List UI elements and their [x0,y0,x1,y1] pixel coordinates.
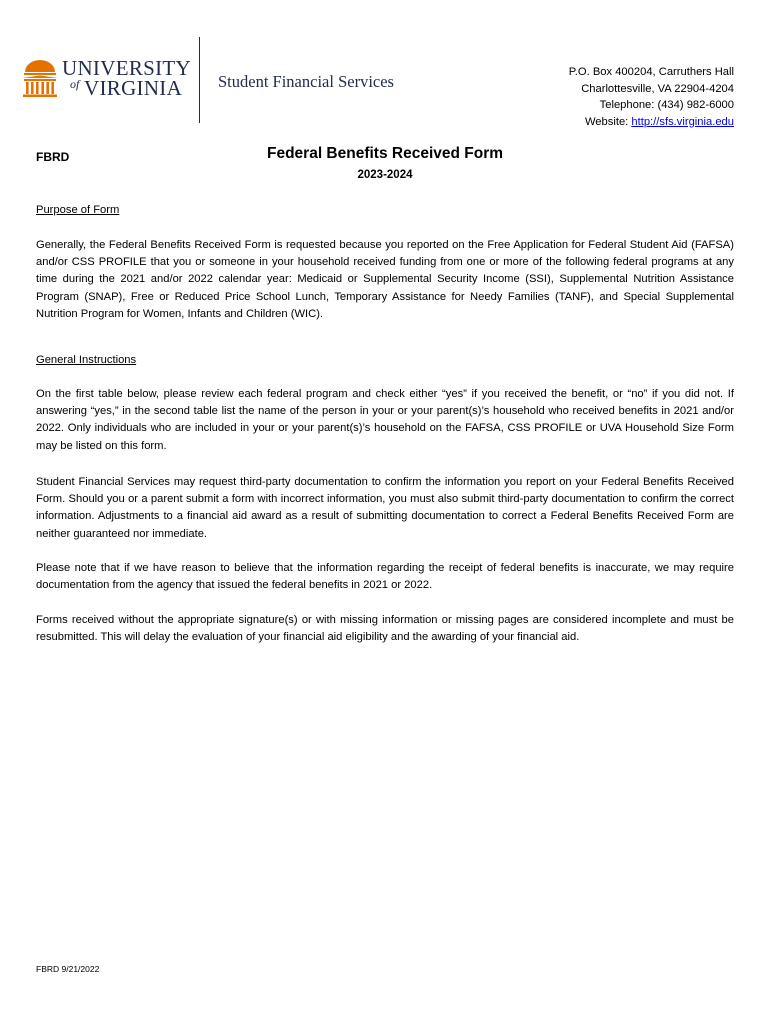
department-name: Student Financial Services [218,72,394,91]
website-line [569,114,734,131]
form-title: Federal Benefits Received Form [266,145,504,162]
purpose-text: Generally, the Federal Benefits Received Form is requested because you reported on the Free Application for Federal Student Aid (FAFSA) and/or CSS PROFILE that you or someone in your household received funding from one or more of the following federal programs at any time during the 2021 and/or 2022 calendar year: Medicaid or Supplemental Security Income (SSI), Supplemental Nutrition Assistance Program (SNAP), Free or Reduced Price School Lunch, Temporary Assistance for Needy Families (TANF), and Special Supplemental Nutrition Program for Women, Infants and Children (WIC). [36,239,734,320]
logo-of-word: of [70,77,80,91]
instructions-paragraph-1: On the first table below, please review each federal program and check either “yes” if you received the benefit, or “no” if you did not. If answering “yes,” in the second table list the name of the person in your or your parent(s)’s household who received benefits in 2021 and/or 2022. Only individuals who are included in your or your parent(s)’s household on the FAFSA, CSS PROFILE or UVA Household Size Form may be listed on this form. [36,388,734,452]
website-link[interactable]: http://sfs.virginia.edu [631,115,734,128]
form-code: FBRD [36,150,70,164]
address-line-1: P.O. Box 400204, Carruthers Hall [568,66,734,78]
instructions-paragraph-4: Forms received without the appropriate signature(s) or with missing information or missing pages are considered incomplete and must be resubmitted. This will delay the evaluation of your financial aid eligibility and the awarding of your financial aid. [36,614,734,644]
contact-address [569,64,734,130]
telephone: Telephone: (434) 982-6000 [599,99,734,111]
logo-university-word: UNIVERSITY [62,56,191,80]
footer-form-version: FBRD 9/21/2022 [36,964,100,974]
instructions-paragraph-3: Please note that if we have reason to believe that the information regarding the receipt of federal benefits is inaccurate, we may require documentation from the agency that issued the federal benefits in 2021 or 2022. [36,562,734,592]
instructions-paragraph-2: Student Financial Services may request third-party documentation to confirm the information you report on your Federal Benefits Received Form. Should you or a parent submit a form with incorrect information, you must also submit third-party documentation to confirm the correct information. Adjustments to a financial aid award as a result of submitting documentation to correct a Federal Benefits Received Form are neither guaranteed nor immediate. [36,476,734,540]
rotunda-icon [22,58,58,98]
purpose-heading: Purpose of Form [36,204,120,216]
form-year: 2023-2024 [357,169,413,181]
address-line-2: Charlottesville, VA 22904-4204 [581,82,734,95]
logo-virginia-word: VIRGINIA [84,76,183,100]
instructions-heading: General Instructions [36,354,137,366]
website-label: Website: [584,115,632,128]
university-logo [22,56,192,104]
header-divider [199,37,200,123]
